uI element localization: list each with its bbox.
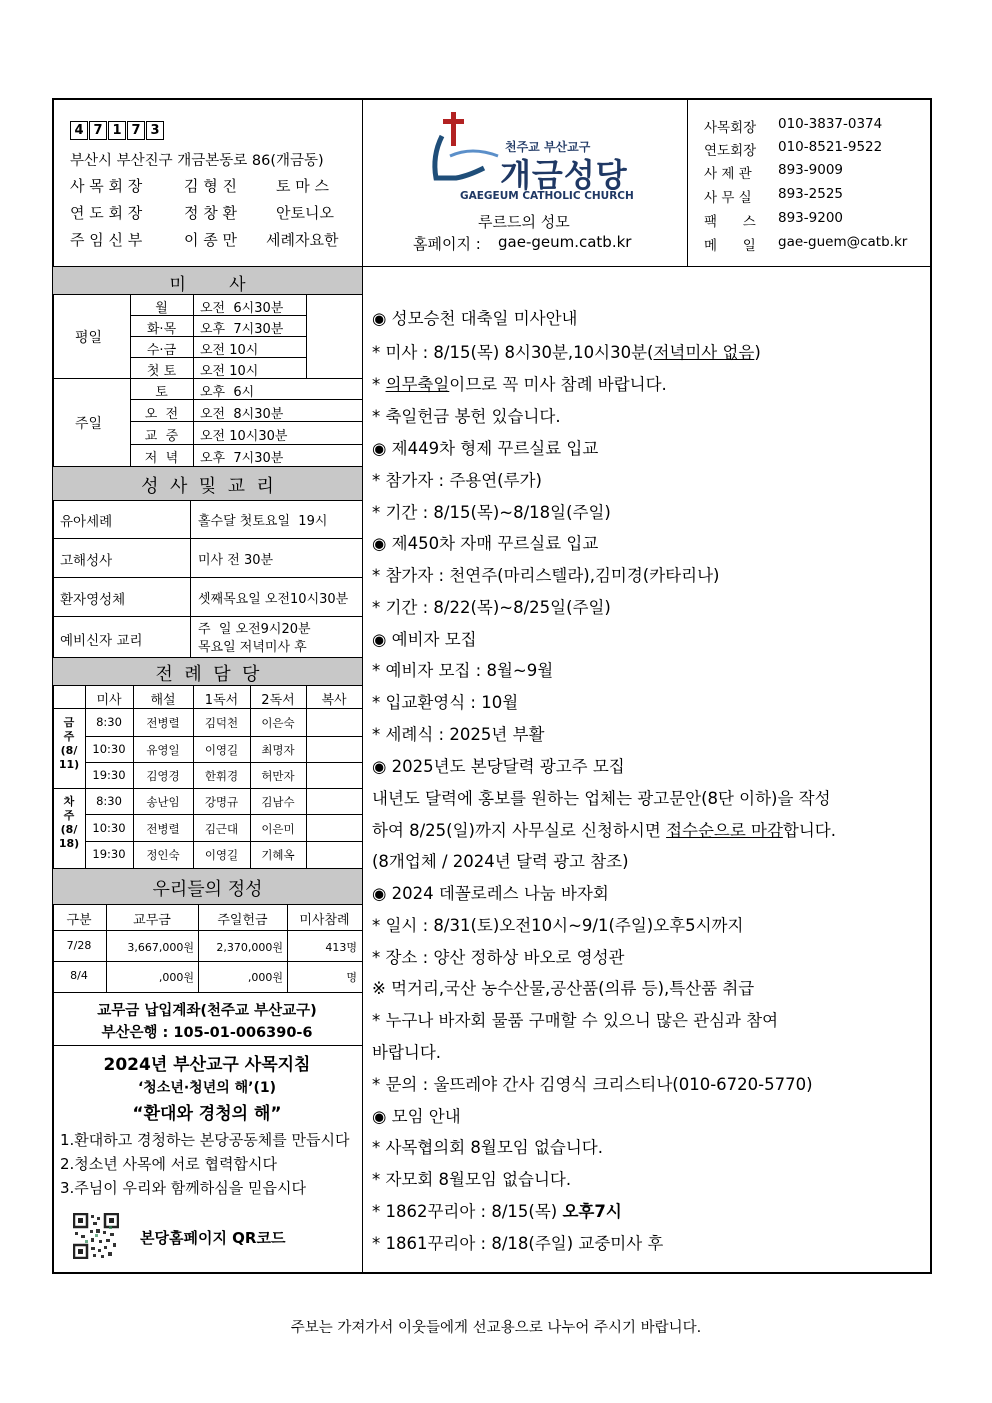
notice-line [372,339,761,363]
notice-text: 하여 8/25(일)까지 사무실로 신청하시면 [372,821,667,840]
mass-day: 첫 토 [146,364,177,379]
liturgy-header: 2독서 [261,693,295,708]
sacrament-name: 환자영성체 [60,592,126,608]
liturgy-cell: 최명자 [261,743,295,757]
liturgy-cell: 김덕천 [204,716,239,730]
mass-time: 오전 8시30분 [200,407,284,422]
notice-line: * 문의 : 울뜨레야 간사 김영식 크리스티나(010-6720-5770) [372,1075,813,1094]
officer-role: 연 도 회 장 [70,204,143,222]
notice-line: * 사목협의회 8월모임 없습니다. [372,1138,603,1157]
officer-role: 주 임 신 부 [70,231,143,249]
notice-line: * 기간 : 8/22(목)~8/25일(주일) [372,598,611,617]
mass-time: 오후 6시 [200,385,255,400]
cross-icon [443,112,464,146]
sacrament-value: 주 일 오전9시20분 [198,622,311,637]
postcode [70,121,164,140]
mass-time: 오전 10시 [200,343,259,358]
notice-title: ◉ 2025년도 본당달력 광고주 모집 [372,757,625,776]
contact-label: 사 무 실 [704,190,752,206]
notice-title: ◉ 2024 데꼴로레스 나눔 바자회 [372,884,609,903]
liturgy-cell: 19:30 [92,847,126,861]
notice-line: * 장소 : 양산 정하상 바오로 영성관 [372,948,625,967]
liturgy-cell: 이영길 [204,743,239,757]
sunday-label: 주일 [75,416,103,432]
sacrament-name: 고해성사 [60,553,113,569]
offering-cell: 7/28 [66,939,92,952]
week-label: 차 주 (8/ 18) [58,795,80,850]
officer-name: 김 형 진 [184,177,238,195]
contact-label: 메 일 [704,238,756,254]
notice-line: * 세례식 : 2025년 부활 [372,725,545,744]
notice-line: * 누구나 바자회 물품 구매할 수 있으니 많은 관심과 참여 [372,1011,779,1030]
postcode-digit: 7 [89,121,107,140]
guideline-item: 3.주님이 우리와 함께하심을 믿읍시다 [60,1179,306,1197]
notice-title: ◉ 성모승천 대축일 미사안내 [372,309,578,328]
liturgy-cell: 이은숙 [261,716,295,730]
sacrament-name: 예비신자 교리 [60,633,143,649]
mass-day: 수·금 [146,343,177,358]
sacrament-value: 미사 전 30분 [198,553,274,568]
mass-day: 월 [155,301,168,316]
offering-header: 구분 [66,913,92,928]
contact-divider [687,98,688,266]
notice-line: * 입교환영식 : 10월 [372,693,519,712]
officer-baptism: 토 마 스 [276,177,330,195]
liturgy-cell: 8:30 [96,794,122,808]
guideline-subtitle: ‘청소년·청년의 해’(1) [137,1080,277,1096]
notice-line [372,371,667,395]
qr-code-icon[interactable] [73,1213,119,1259]
sacrament-value: 홀수달 첫토요일 19시 [198,514,328,529]
contact-value: gae-guem@catb.kr [778,234,908,250]
notice-line: * 참가자 : 천연주(마리스텔라),김미경(카타리나) [372,566,720,585]
notice-line: 바랍니다. [372,1043,442,1062]
notice-line [372,817,836,841]
mass-time: 오전 10시30분 [200,429,288,444]
liturgy-cell: 전병렬 [146,822,180,836]
offering-header: 미사참례 [299,913,350,928]
liturgy-cell: 8:30 [96,715,122,729]
notice-line: * 기간 : 8/15(목)~8/18일(주일) [372,503,611,522]
sacrament-value: 셋째목요일 오전10시30분 [198,592,349,607]
logo-wave [450,151,498,156]
liturgy-cell: 이은미 [261,822,295,836]
notice-line: * 참가자 : 주용연(루가) [372,471,542,490]
notice-line: * 축일헌금 봉헌 있습니다. [372,407,561,426]
guideline-motto: “환대와 경청의 해” [132,1104,282,1124]
contact-value: 010-8521-9522 [778,139,883,155]
mass-title: 미 사 [169,275,246,295]
notice-title: ◉ 예비자 모집 [372,630,477,649]
liturgy-cell: 19:30 [92,768,126,782]
feast-name: 루르드의 성모 [478,213,570,231]
liturgy-header: 해설 [150,693,176,708]
notice-title: ◉ 제449차 형제 꾸르실료 입교 [372,439,599,458]
homepage-url: gae-geum.catb.kr [498,233,632,251]
guideline-title: 2024년 부산교구 사목지침 [103,1055,311,1075]
offering-header: 주일헌금 [217,913,268,928]
sacrament-name: 유아세례 [60,514,113,530]
officer-role: 사 목 회 장 [70,177,143,195]
notice-text: * 미사 : 8/15(목) 8시30분,10시30분( [372,343,654,362]
liturgy-header: 1독서 [204,693,239,708]
mass-day: 토 [155,385,168,400]
guideline-item: 1.환대하고 경청하는 본당공동체를 만듭시다 [60,1131,350,1149]
notice-text-underlined: 접수순으로 마감 [666,821,783,840]
liturgy-title: 전 례 담 당 [155,664,260,685]
liturgy-cell: 김남수 [261,795,295,809]
contact-label: 팩 스 [704,214,756,230]
officer-name: 이 종 만 [184,231,238,249]
offering-cell: 8/4 [70,969,88,982]
notice-line: (8개업체 / 2024년 달력 광고 참조) [372,852,629,871]
officer-baptism: 안토니오 [276,204,334,222]
mass-day: 오 전 [144,407,179,422]
offering-cell: ,000원 [158,971,194,984]
officer-name: 정 창 환 [184,204,238,222]
qr-label: 본당홈페이지 QR코드 [140,1229,286,1247]
notice-text: * 1862꾸리아 : 8/15(목) [372,1202,563,1221]
offering-cell: ,000원 [247,971,283,984]
parish-address: 부산시 부산진구 개금본동로 86(개금동) [70,153,324,169]
notice-title: ◉ 모임 안내 [372,1107,461,1126]
liturgy-cell: 정인숙 [146,848,180,862]
mass-time: 오전 6시30분 [200,301,284,316]
officer-baptism: 세례자요한 [266,231,339,249]
notice-title: ◉ 제450차 자매 꾸르실료 입교 [372,534,599,553]
liturgy-cell: 10:30 [92,742,126,756]
offering-cell: 명 [346,971,357,984]
liturgy-cell: 한휘경 [204,769,239,783]
mass-day: 저 녁 [144,451,179,466]
notice-text-underlined: 의무축일 [385,375,450,394]
homepage-label: 홈페이지 : [413,235,481,253]
postcode-digit: 1 [108,121,126,140]
account-title: 교무금 납입계좌(천주교 부산교구) [97,1003,317,1019]
liturgy-cell: 전병렬 [146,716,180,730]
notice-line: * 1861꾸리아 : 8/18(주일) 교중미사 후 [372,1234,664,1253]
liturgy-cell: 기혜옥 [261,848,295,862]
liturgy-cell: 허만자 [261,769,295,783]
contact-value: 010-3837-0374 [778,116,883,132]
weekday-label: 평일 [75,330,103,346]
contact-label: 연도회장 [704,143,757,159]
notice-text-underlined: 저녁미사 없음 [653,343,755,362]
notice-line: * 예비자 모집 : 8월~9월 [372,661,554,680]
notice-text: 이므로 꼭 미사 참례 바랍니다. [449,375,667,394]
notice-text: 합니다. [782,821,836,840]
contact-value: 893-2525 [778,186,843,202]
liturgy-cell: 송난임 [146,795,180,809]
mass-time: 오후 7시30분 [200,322,284,337]
footer-note: 주보는 가져가서 이웃들에게 선교용으로 나누어 주시기 바랍니다. [290,1320,702,1336]
offering-cell: 3,667,000원 [127,941,194,954]
notice-text-bold: 오후7시 [562,1202,622,1221]
notice-line: ※ 먹거리,국산 농수산물,공산품(의류 등),특산품 취급 [372,979,755,998]
notice-line [372,1198,622,1222]
mass-time: 오전 10시 [200,364,259,379]
notice-line: * 자모회 8월모임 없습니다. [372,1170,572,1189]
postcode-digit: 7 [127,121,145,140]
account-number: 부산은행 : 105-01-006390-6 [101,1025,313,1041]
liturgy-cell: 10:30 [92,821,126,835]
guideline-item: 2.청소년 사목에 서로 협력합시다 [60,1155,277,1173]
offering-header: 교무금 [133,913,171,928]
liturgy-cell: 김근대 [204,822,239,836]
sacraments-title: 성 사 및 교 리 [141,476,274,497]
sacrament-value-2: 목요일 저녁미사 후 [198,640,307,655]
liturgy-header: 미사 [96,693,122,708]
mass-day: 교 중 [144,429,179,444]
notice-line: * 일시 : 8/31(토)오전10시~9/1(주일)오후5시까지 [372,916,744,935]
liturgy-cell: 김영경 [146,769,180,783]
liturgy-header: 복사 [321,693,347,708]
notice-text: * [372,375,386,394]
week-label: 금 주 (8/ 11) [58,716,80,771]
mass-time: 오후 7시30분 [200,451,284,466]
contact-label: 사목회장 [704,120,757,136]
logo-diocese: 천주교 부산교구 [505,140,591,154]
notice-text: ) [754,343,761,362]
logo-parish: 개금성당 [500,156,628,194]
offering-cell: 413명 [325,941,357,954]
mass-day: 화·목 [146,322,177,337]
liturgy-cell: 강명규 [204,795,239,809]
offering-title: 우리들의 정성 [152,879,263,900]
postcode-digit: 3 [146,121,164,140]
contact-value: 893-9009 [778,162,843,178]
logo-swoosh [435,136,484,178]
contact-label: 사 제 관 [704,166,752,182]
contact-value: 893-9200 [778,210,843,226]
notice-line: 내년도 달력에 홍보를 원하는 업체는 광고문안(8단 이하)을 작성 [372,789,831,808]
logo-english: GAEGEUM CATHOLIC CHURCH [460,190,634,202]
liturgy-cell: 이영길 [204,848,239,862]
liturgy-cell: 유영일 [146,743,180,757]
postcode-digit: 4 [70,121,88,140]
offering-cell: 2,370,000원 [216,941,283,954]
